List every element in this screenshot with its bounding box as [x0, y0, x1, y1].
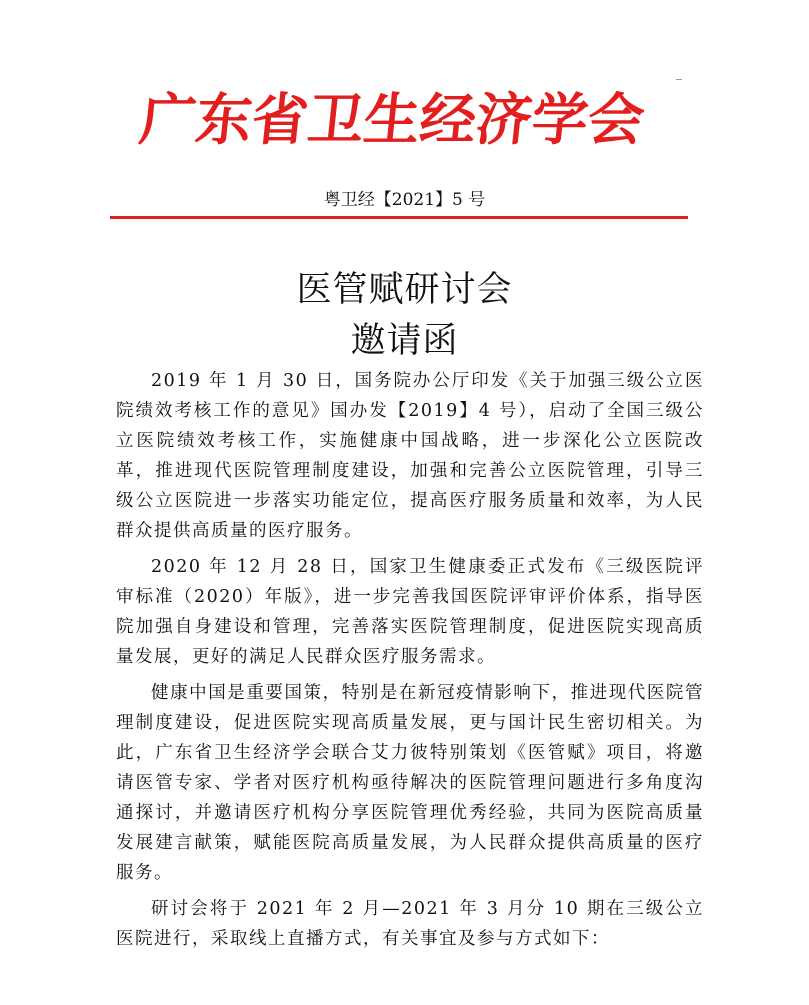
- masthead-char: 广: [136, 87, 200, 153]
- masthead-char: 东: [192, 87, 256, 153]
- body-paragraph: 研讨会将于 2021 年 2 月—2021 年 3 月分 10 期在三级公立医院进行，采取线上直播方式，有关事宜及参与方式如下：: [116, 899, 704, 949]
- body-paragraph: 2019 年 1 月 30 日，国务院办公厅印发《关于加强三级公立医院绩效考核工作的意见》国办发【2019】4 号），启动了全国三级公立医院绩效考核工作，实施健康中国战略，进一步深化公立医院改革，推进现代医院管理制度建设，加强和完善公立医院管理，引导三级公立医院进一步落实功能定位，提高医疗服务质量和效率，为人民群众提供高质量的医疗服务。: [116, 371, 704, 541]
- corner-mark: [676, 79, 682, 80]
- organization-masthead: [136, 80, 648, 160]
- masthead-char: 生: [360, 87, 424, 153]
- document-subtitle: 邀请函: [350, 321, 459, 361]
- masthead-char: 经: [416, 87, 480, 153]
- body-paragraph: 健康中国是重要国策，特别是在新冠疫情影响下，推进现代医院管理制度建设，促进医院实现高质量发展，更与国计民生密切相关。为此，广东省卫生经济学会联合艾力彼特别策划《医管赋》项目，将邀请医管专家、学者对医疗机构亟待解决的医院管理问题进行多角度沟通探讨，并邀请医疗机构分享医院管理优秀经验，共同为医院高质量发展建言献策，赋能医院高质量发展，为人民群众提供高质量的医疗服务。: [116, 683, 704, 883]
- masthead-char: 省: [248, 87, 312, 153]
- masthead-char: 卫: [304, 87, 368, 153]
- masthead-char: 济: [472, 87, 536, 153]
- header-divider: [110, 216, 688, 219]
- masthead-char: 学: [528, 87, 592, 153]
- document-body: [116, 366, 704, 960]
- masthead-char: 会: [584, 87, 648, 153]
- document-number: 粤卫经【2021】5 号: [323, 190, 486, 210]
- document-title: 医管赋研讨会: [296, 270, 513, 310]
- body-paragraph: 2020 年 12 月 28 日，国家卫生健康委正式发布《三级医院评审标准（2020）年版》，进一步完善我国医院评审评价体系，指导医院加强自身建设和管理，完善落实医院管理制度，促进医院实现高质量发展，更好的满足人民群众医疗服务需求。: [116, 557, 704, 667]
